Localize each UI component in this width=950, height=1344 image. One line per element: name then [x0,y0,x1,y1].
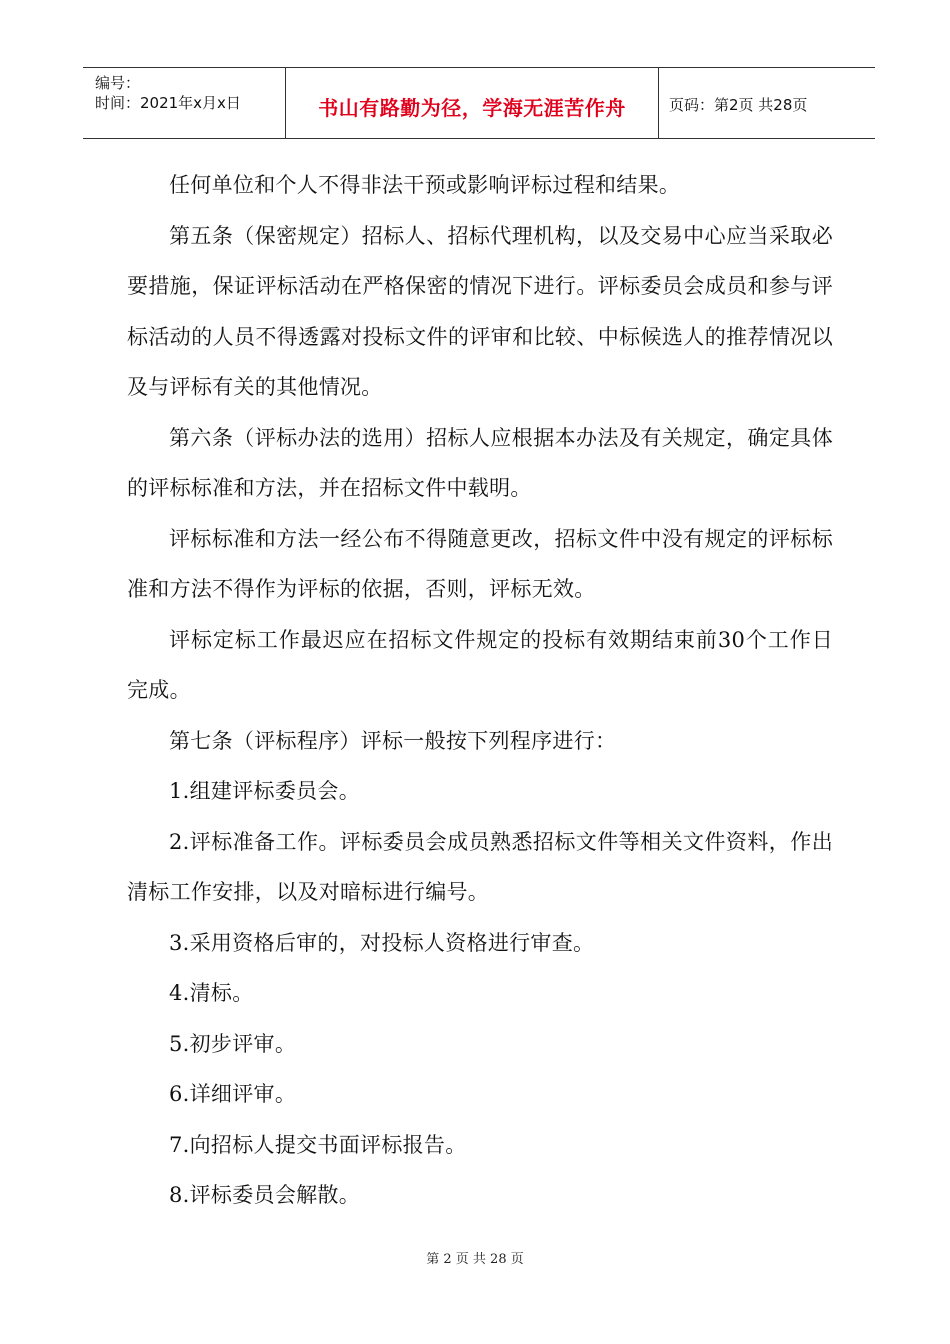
page-footer: 第 2 页 共 28 页 [426,1252,524,1267]
header-motto: 书山有路勤为径，学海无涯苦作舟 [318,96,626,120]
header-page-cell [659,68,875,138]
header-motto-cell [285,68,659,138]
document-time-label: 时间：2021年x月x日 [95,94,241,112]
list-item: 8.评标委员会解散。 [169,1183,361,1207]
paragraph: 第五条（保密规定）招标人、招标代理机构，以及交易中心应当采取必要措施，保证评标活动在严格保密的情况下进行。评标委员会成员和参与评标活动的人员不得透露对投标文件的评审和比较、中标候选人的推荐情况以及与评标有关的其他情况。 [127,223,833,399]
header-page-info: 页码：第2页 共28页 [669,96,808,114]
paragraph: 任何单位和个人不得非法干预或影响评标过程和结果。 [169,173,681,197]
page-header [83,67,875,139]
paragraph: 第七条（评标程序）评标一般按下列程序进行： [169,728,617,753]
list-item: 6.详细评审。 [169,1082,297,1106]
header-meta-cell [83,68,285,138]
paragraph: 评标定标工作最迟应在招标文件规定的投标有效期结束前30个工作日完成。 [127,627,833,702]
document-number-label: 编号： [95,74,141,92]
list-item: 5.初步评审。 [169,1031,297,1056]
list-item: 7.向招标人提交书面评标报告。 [169,1132,467,1157]
document-body [127,160,833,1221]
list-item: 4.清标。 [169,981,254,1005]
list-item: 1.组建评标委员会。 [169,779,361,803]
paragraph: 评标标准和方法一经公布不得随意更改，招标文件中没有规定的评标标准和方法不得作为评标的依据，否则，评标无效。 [127,526,833,601]
list-item: 2.评标准备工作。评标委员会成员熟悉招标文件等相关文件资料，作出清标工作安排，以及对暗标进行编号。 [127,829,833,904]
list-item: 3.采用资格后审的，对投标人资格进行审查。 [169,930,595,955]
paragraph: 第六条（评标办法的选用）招标人应根据本办法及有关规定，确定具体的评标标准和方法，并在招标文件中载明。 [127,425,833,500]
